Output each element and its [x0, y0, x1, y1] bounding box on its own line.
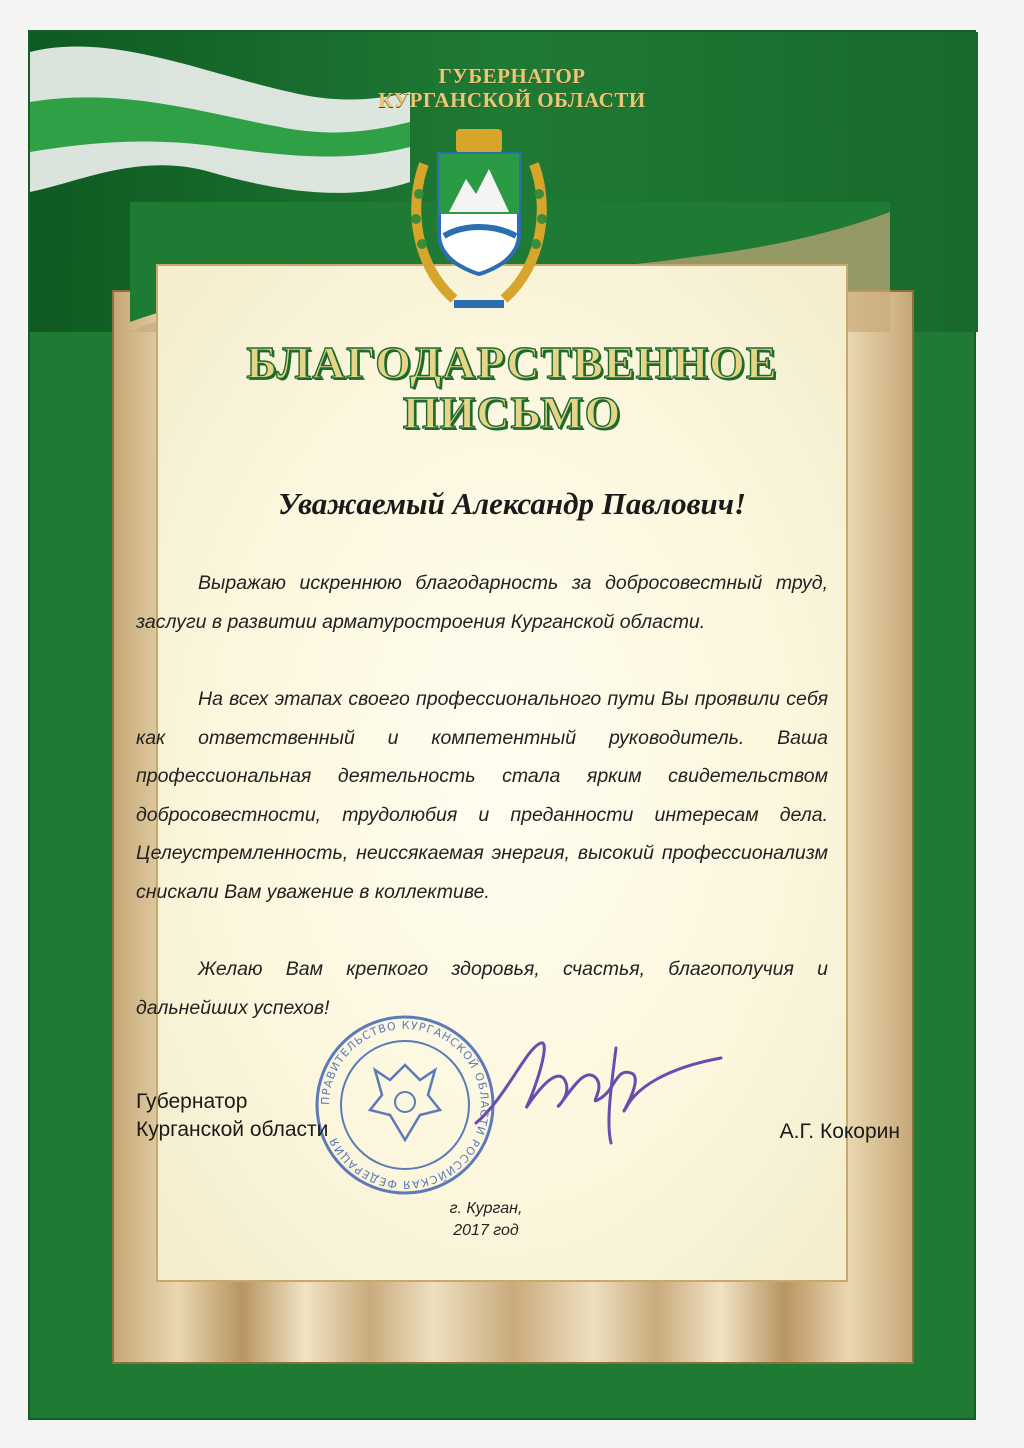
- place-city: г. Курган,: [449, 1200, 523, 1217]
- role-line-2: Курганской области: [136, 1118, 329, 1141]
- paragraph-1: [136, 564, 828, 641]
- paragraph-text: Выражаю искреннюю благодарность за добросовестный труд, заслуги в развитии арматуростроения Курганской области.: [136, 572, 828, 633]
- svg-text:ПРАВИТЕЛЬСТВО КУРГАНСКОЙ ОБЛАС: ПРАВИТЕЛЬСТВО КУРГАНСКОЙ ОБЛАСТИ РОССИЙСКАЯ ФЕДЕРАЦИЯ: [318, 1018, 492, 1192]
- signatory-role: [136, 1088, 328, 1144]
- place-year: 2017 год: [453, 1222, 519, 1239]
- place-and-date: [426, 1198, 546, 1242]
- paragraph-text: Желаю Вам крепкого здоровья, счастья, благополучия и дальнейших успехов!: [136, 958, 828, 1019]
- issuer-title: ГУБЕРНАТОР: [438, 64, 586, 88]
- paragraph-text: На всех этапах своего профессионального пути Вы проявили себя как ответственный и компетентный руководитель. Ваша профессиональная деятельность стала ярким свидетельством добросовестности, трудолюбия и преданности интересам дела. Целеустремленность, неиссякаемая энергия, высокий профессионализм снискали Вам уважение в коллективе.: [136, 688, 828, 903]
- greeting: Уважаемый Александр Павлович!: [277, 486, 747, 521]
- signatory-name: А.Г. Кокорин: [779, 1120, 900, 1143]
- document-title: БЛАГОДАРСТВЕННОЕ: [246, 337, 778, 388]
- kurgan-coat-of-arms-icon: [404, 124, 554, 319]
- document-subtitle: ПИСЬМО: [402, 387, 622, 438]
- paragraph-2: [136, 680, 828, 911]
- handwritten-signature: [466, 1028, 726, 1148]
- role-line-1: Губернатор: [136, 1090, 248, 1113]
- issuer-region: КУРГАНСКОЙ ОБЛАСТИ: [378, 88, 646, 112]
